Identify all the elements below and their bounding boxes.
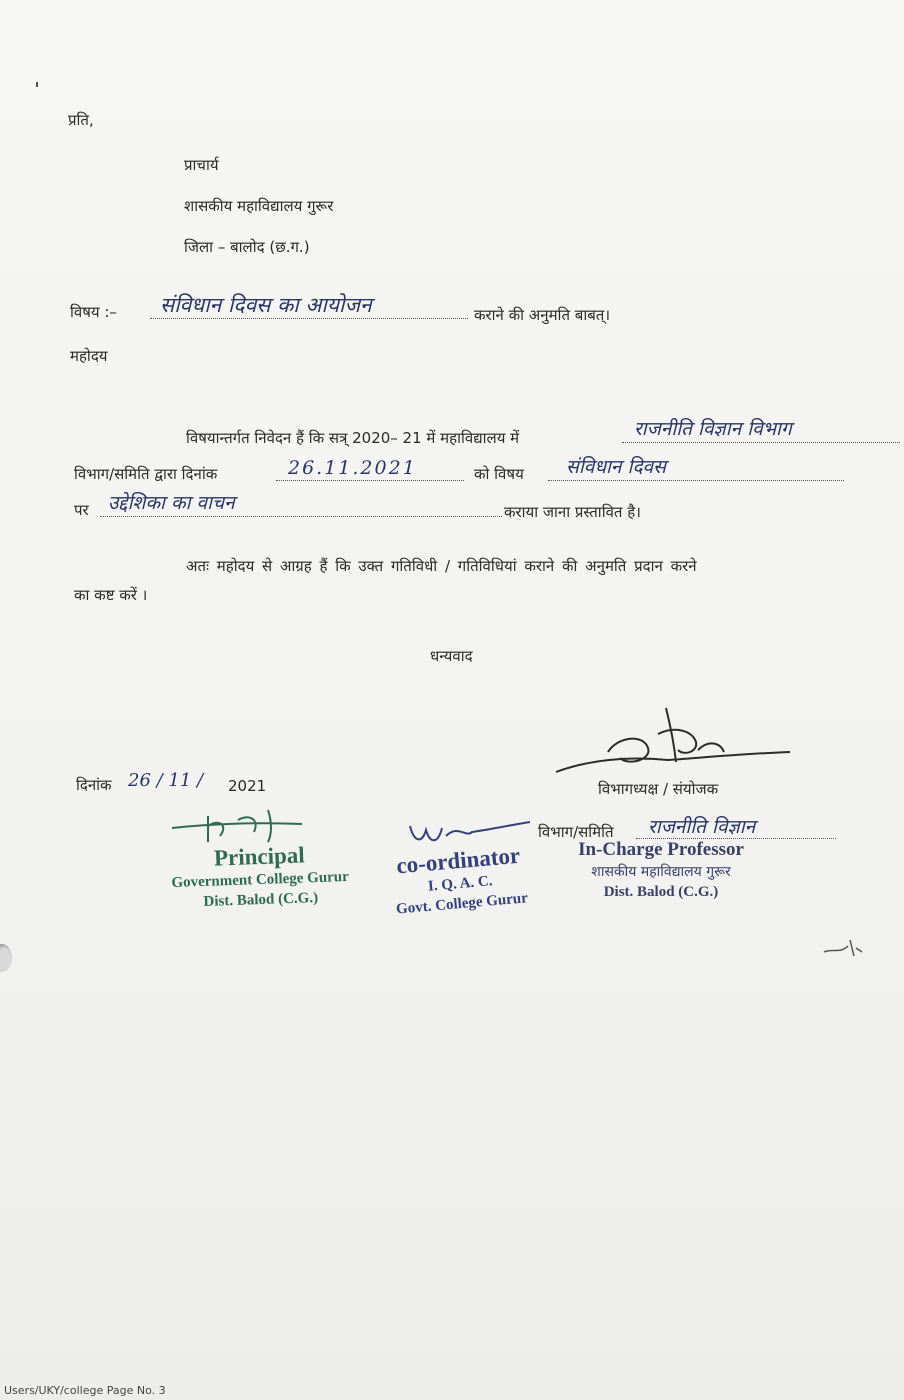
coordinator-stamp-title: co-ordinator xyxy=(395,842,522,879)
subject-suffix: कराने की अनुमति बाबत्। xyxy=(474,306,611,324)
scan-mark xyxy=(36,82,38,87)
recipient-title: प्राचार्य xyxy=(184,156,219,174)
principal-signature xyxy=(168,806,308,846)
date-handwritten: 26 / 11 / xyxy=(128,770,204,791)
incharge-stamp-line1: शासकीय महाविद्यालय गुरूर xyxy=(591,864,731,880)
para1-text-3: को विषय xyxy=(474,465,524,483)
hod-label: विभागध्यक्ष / संयोजक xyxy=(598,780,719,798)
page-footer: Users/UKY/college Page No. 3 xyxy=(4,1384,166,1397)
para1-text-5: कराया जाना प्रस्तावित है। xyxy=(504,503,641,521)
date-year: 2021 xyxy=(228,777,267,795)
incharge-stamp xyxy=(556,838,766,902)
hod-signature xyxy=(548,700,798,780)
para1-hw-date: 26.11.2021 xyxy=(288,457,417,479)
recipient-district: जिला – बालोद (छ.ग.) xyxy=(184,238,310,256)
ink-smudge xyxy=(820,934,864,960)
subject-label: विषय :– xyxy=(70,303,117,321)
para1-hw-activity: उद्देशिका का वाचन xyxy=(108,492,235,514)
incharge-stamp-title: In-Charge Professor xyxy=(578,839,744,860)
subject-handwritten: संविधान दिवस का आयोजन xyxy=(160,293,372,317)
para1-text-4: पर xyxy=(74,501,89,519)
principal-stamp xyxy=(159,841,361,914)
principal-stamp-title: Principal xyxy=(213,842,306,871)
dept-label: विभाग/समिति xyxy=(538,823,614,841)
principal-stamp-line1: Government College Gurur xyxy=(171,868,350,892)
dept-handwritten: राजनीति विज्ञान xyxy=(648,816,756,838)
salutation: महोदय xyxy=(70,347,108,365)
para1-hw-topic: संविधान दिवस xyxy=(566,456,666,478)
to-label: प्रति, xyxy=(68,111,94,129)
recipient-institution: शासकीय महाविद्यालय गुरूर xyxy=(184,197,334,215)
subject-dotted-line xyxy=(150,318,468,319)
coordinator-stamp-line1: I. Q. A. C. xyxy=(427,873,494,895)
date-dotted-line xyxy=(276,480,464,481)
coordinator-stamp-line2: Govt. College Gurur xyxy=(395,890,529,918)
para1-text-2: विभाग/समिति द्वारा दिनांक xyxy=(74,465,218,483)
principal-stamp-line2: Dist. Balod (C.G.) xyxy=(203,889,319,910)
date-label: दिनांक xyxy=(76,776,112,794)
punch-hole xyxy=(0,944,12,972)
para2-line1: अतः महोदय से आग्रह हैं कि उक्त गतिविधी / गतिविधियां कराने की अनुमति प्रदान करने xyxy=(186,557,697,575)
activity-dotted-line xyxy=(100,516,502,517)
coordinator-stamp xyxy=(367,840,552,921)
dept-dotted-line xyxy=(622,442,900,443)
para1-text-1: विषयान्तर्गत निवेदन हैं कि सत्र् 2020– 21 में महाविद्यालय में xyxy=(186,429,520,447)
incharge-stamp-line2: Dist. Balod (C.G.) xyxy=(603,884,719,900)
thanks: धन्यवाद xyxy=(430,647,473,665)
para1-hw-department: राजनीति विज्ञान विभाग xyxy=(634,418,792,440)
topic-dotted-line xyxy=(548,480,844,481)
para2-line2: का कष्ट करें । xyxy=(74,586,148,604)
